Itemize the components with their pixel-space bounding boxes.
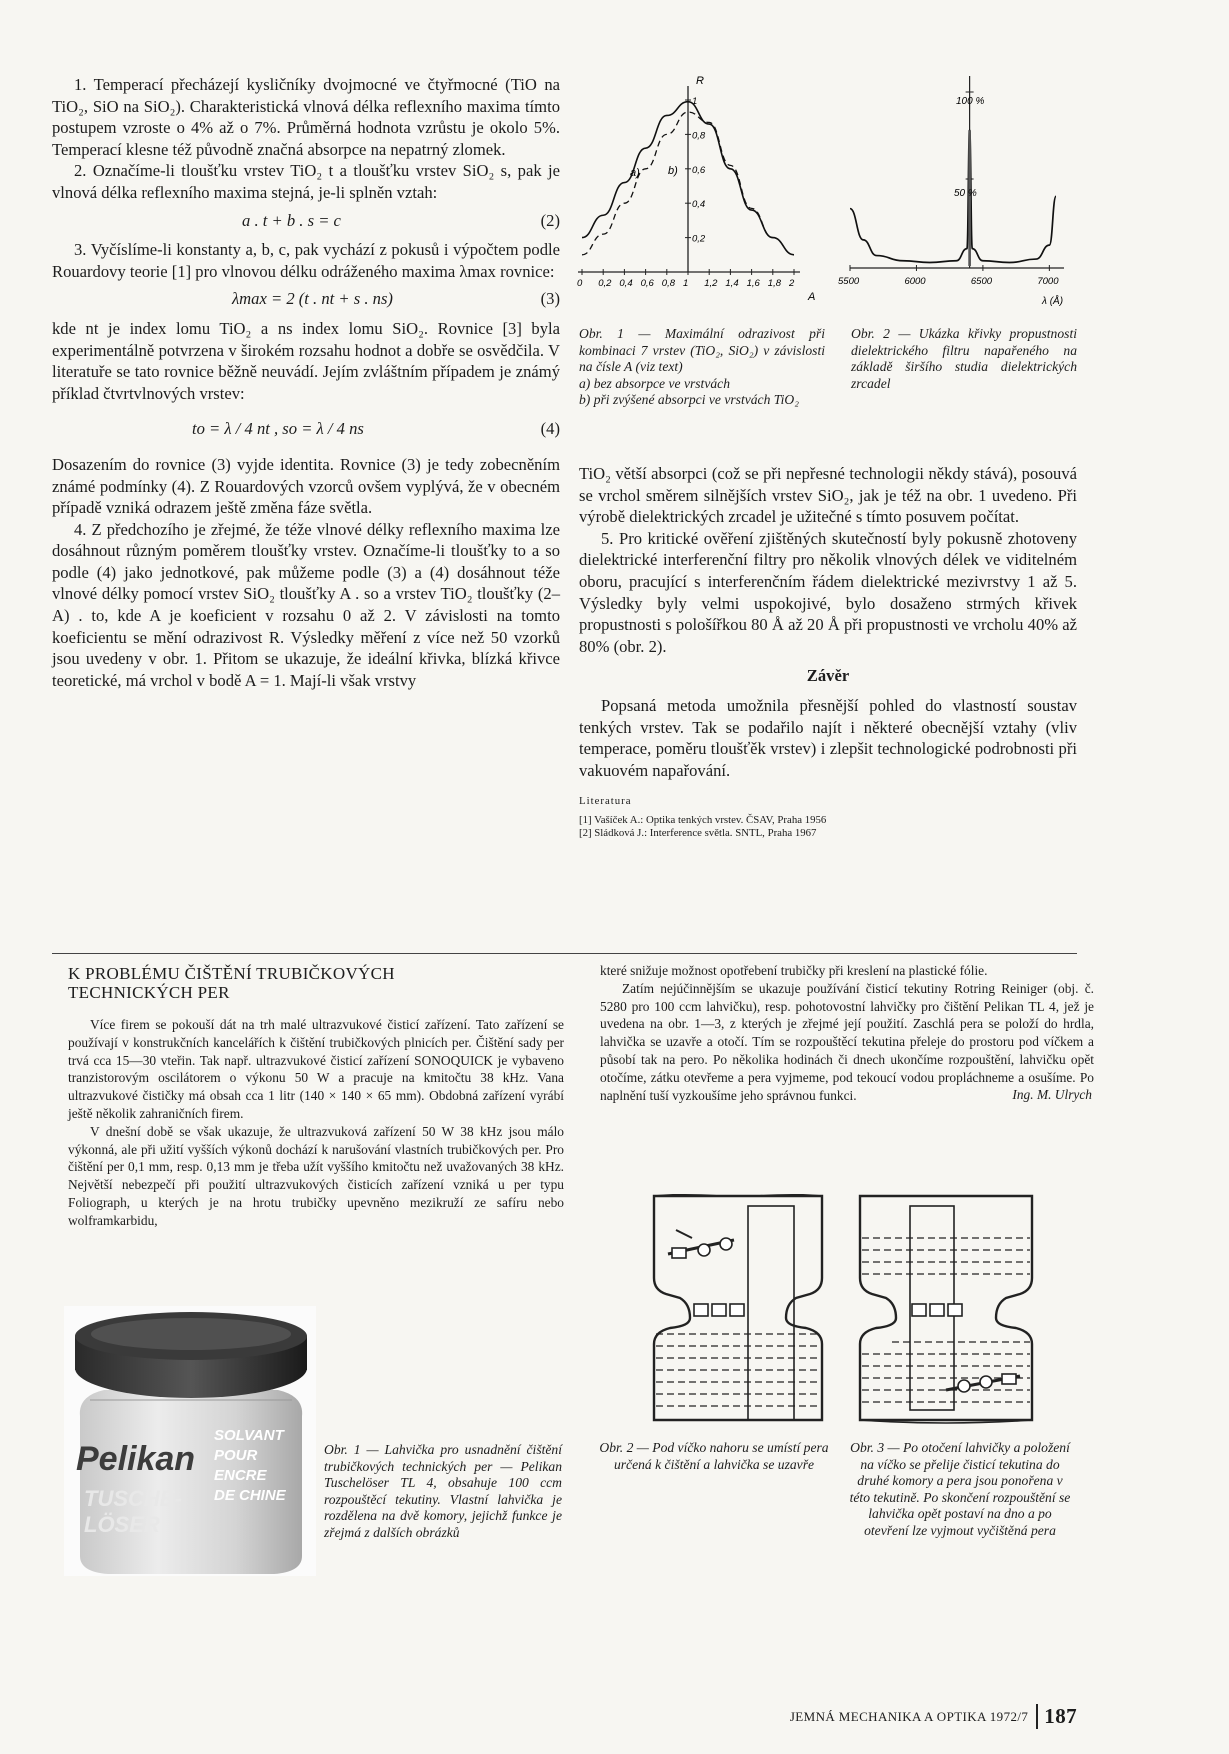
pens-submerged-icon	[946, 1374, 1020, 1392]
paragraph-konstanty: 3. Vyčíslíme-li konstanty a, b, c, pak vychází z pokusů i výpočtem podle Rouardovy teorie [1] pro vlnovou délku odráženého maxima λmax rovnice:	[52, 240, 560, 281]
fig2-x-tick-label: 6000	[904, 276, 926, 287]
literature-item-2: [2] Sládková J.: Interference světla. SNTL, Praha 1967	[579, 827, 817, 840]
fig2-caption: Obr. 2 — Ukázka křivky propustnosti dielektrického filtru napařeného na základě širšího studia dielektrických zrcadel	[851, 326, 1077, 391]
fig1-curve-b-label: b)	[668, 165, 678, 177]
fig1-x-tick-label: 1,4	[725, 278, 739, 289]
paragraph-temperace: 1. Temperací přecházejí kysličníky dvojmocné ve čtyřmocné (TiO na TiO₂, SiO na SiO₂). Charakteristická vlnová délka reflexního maxima tímto postupem vzroste o 4% až o 7%. Průměrná hodnota vzrůstu je okolo 5%. Temperací klesne též původně značná absorpce na nepatrný zlomek.	[52, 75, 560, 159]
paragraph-folie: které snižuje možnost opotřebení trubičky při kreslení na plastické fólie.	[600, 963, 988, 978]
diagram-bottle-inverted	[852, 1194, 1040, 1426]
fig2-x-tick-label: 7000	[1037, 276, 1059, 287]
literature-item-1: [1] Vašíček A.: Optika tenkých vrstev. ČSAV, Praha 1956	[579, 814, 827, 827]
equation-4-number: (4)	[540, 419, 560, 439]
article2-title-line1: K PROBLÉMU ČIŠTĚNÍ TRUBIČKOVÝCH	[68, 964, 395, 983]
fig2-x-tick-label: 6500	[970, 276, 993, 287]
fig2-x-tick-label: 5500	[838, 276, 860, 287]
fig2-label-50: 50 %	[954, 188, 977, 199]
page-number: 187	[1036, 1704, 1077, 1729]
article2-title	[68, 964, 564, 1002]
fig1-x-tick-label: 0,8	[661, 278, 676, 289]
paragraph-tloustka: 2. Označíme-li tloušťku vrstev TiO₂ t a tloušťku vrstev SiO₂ s, pak je vlnová délka reflexního maxima stejná, je-li splněn vztah:	[52, 161, 560, 202]
fig2-marks	[850, 130, 1056, 266]
fig1-caption	[579, 326, 825, 409]
equation-3-body: λmax = 2 (t . nt + s . ns)	[232, 289, 393, 309]
diagram2-caption: Obr. 2 — Pod víčko nahoru se umístí pera určená k čištění a lahvička se uzavře	[599, 1440, 829, 1472]
fig1-caption-main: Obr. 1 — Maximální odrazivost při kombinaci 7 vrstev (TiO₂, SiO₂) v závislosti na čísle A (viz text)	[579, 326, 825, 374]
equation-4	[52, 418, 560, 440]
fig2-label-100: 100 %	[956, 96, 985, 107]
equation-3-number: (3)	[540, 289, 560, 309]
fig1-caption-a: a) bez absorpce ve vrstvách	[579, 375, 730, 391]
paragraph-pelikan: Zatím nejúčinnějším se ukazuje používání čisticí tekutiny Rotring Reiniger (obj. č. 5280 pro 100 ccm lahvičku), resp. pohotovostní lahvičky pro čištění Pelikan TL 4, jež je uvedena na obr. 1—3, z kterých je zřejmé její použití. Zaschlá pera se položí do hrdla, lahvička se uzavře a otočí. Tím se rozpouštěcí tekutina přeleje do prostoru pod víčkem a působí tak na pero. Po několika hodinách či dnech ukončíme rozpouštění, lahvičku opět otočíme, zátku otevřeme a pera vyjmeme, pod tekoucí vodou propláchneme a osušíme. Po naplnění tuší vyzkoušíme jeho správnou funkci.	[600, 980, 1094, 1103]
fig1-x-tick-label: 1,8	[767, 278, 782, 289]
paragraph-index-lomu: kde nt je index lomu TiO₂ a ns index lomu SiO₂. Rovnice [3] byla experimentálně potvrzena v širokém rozsahu hodnot a dobře se osvědčila. V literatuře se tato rovnice běžně neuvádí. Jejím zvláštním případem je známý příklad čtvrtvlnových vrstev:	[52, 318, 560, 403]
bottle-text-line3: SOLVANT	[214, 1427, 284, 1444]
fig1-x-tick-label: 2	[789, 278, 795, 289]
paragraph-absorpce: TiO₂ větší absorpci (což se při nepřesné technologii někdy stává), posouvá se vrchol směrem silnějších vrstev SiO₂, jak je též na obr. 1 uvedeno. Při výrobě dielektrických zrcadel je užitečné s tímto posuvem počítat.	[579, 464, 1077, 527]
bottle-brand: Pelikan	[76, 1440, 196, 1478]
equation-2-number: (2)	[540, 210, 560, 230]
fig2-x-unit: λ (Å)	[1042, 296, 1064, 307]
equation-2-body: a . t + b . s = c	[242, 210, 341, 230]
author: Ing. M. Ulrych	[1012, 1087, 1092, 1103]
fig1-caption-b: b) při zvýšené absorpci ve vrstvách TiO₂	[579, 392, 799, 407]
top-left-column	[52, 74, 560, 691]
fig1-x-tick-label: 0,2	[598, 278, 612, 289]
figure-1-reflectivity-chart	[572, 72, 822, 308]
equation-3	[52, 288, 560, 310]
diagram-bottle-upright	[646, 1194, 830, 1426]
paragraph-overeni: 5. Pro kritické ověření zjištěných skutečností byly pokusně zhotoveny dielektrické interferenční filtry pro několik vlnových délek ve viditelném oboru, pracující s interferenčním řádem dielektrické mezivrstvy 1 až 5. Výsledky byly velmi uspokojivé, bylo dosaženo strmých křivek propustnosti s pološířkou 80 Å až 20 Å při propustnosti ve vrcholu 40% až 80% (obr. 2).	[579, 528, 1077, 656]
journal-name: JEMNÁ MECHANIKA A OPTIKA 1972/7	[789, 1708, 1029, 1724]
bottle-text-line4: POUR	[214, 1447, 258, 1464]
paragraph-vykon: V dnešní době se však ukazuje, že ultrazvuková zařízení 50 W 38 kHz jsou málo výkonná, ale při užití vyšších výkonů dochází k narušování vlastních trubičkových per. Pro čištění per 0,1 mm, resp. 0,13 mm je třeba užít vyššího kmitočtu než uvažovaných 38 kHz. Největší nebezpečí při použití ultrazvukových čisticích zařízení vzniká u per typu Foliograph, u kterých je na hrotu trubičky upevněno mezikruží ze safíru nebo wolframkarbidu,	[68, 1123, 564, 1228]
bottle-text-line2: LÖSER	[84, 1512, 160, 1537]
literature-heading: Literatura	[579, 795, 632, 808]
paragraph-pomer: 4. Z předchozího je zřejmé, že téže vlnové délky reflexního maxima lze dosáhnout různým poměrem tloušťky vrstev. Označíme-li tloušťky to a so podle (4) jako jednotkové, pak můžeme podle (3) a (4) dosáhnout téže vlnové délky pomocí vrstev SiO₂ tloušťky A . so a vrstev TiO₂ tloušťky (2–A) . to, kde A je koeficient v rozsahu 0 až 2. V závislosti na tomto koeficientu se mění odrazivost R. Výsledky měření z více než 50 vzorků jsou uvedeny v obr. 1. Přitom se ukazuje, že ideální křivka, blízká křivce teoretické, má vrchol v bodě A = 1. Mají-li však vrstvy	[52, 519, 560, 690]
bottle-text-line1: TUSCHE-	[84, 1486, 182, 1511]
paragraph-ultrazvuk: Více firem se pokouší dát na trh malé ultrazvukové čisticí zařízení. Tato zařízení se používají v konstrukčních kancelářích k čištění trubičkových plnicích per. Čištění sady per trvá cca 15—30 vteřin. Tak např. ultrazvukové čisticí zařízení SONOQUICK je vybaveno tranzistorovým oscilátorem o výkonu 50 W a pracuje na kmitočtu 38 kHz. Vana ultrazvukové čističky má obsah cca 1 litr (140 × 140 × 65 mm). Obdobná zařízení vyrábí ještě několik zahraničních firem.	[68, 1017, 564, 1121]
fig1-x-tick-label: 1	[683, 278, 689, 289]
figure-2-transmission-chart	[836, 72, 1086, 312]
paragraph-zaver: Popsaná metoda umožnila přesnější pohled do vlastností soustav tenkých vrstev. Tak se podařilo najít i některé obecnější vztahy (vliv temperace, poměru tloušťěk vrstev) i zlepšit technologické podrobnosti při vakuovém napařování.	[579, 695, 1077, 780]
fig1-x-tick-label: 0	[577, 278, 583, 289]
bottle-photo	[64, 1306, 316, 1576]
bottle-caption: Obr. 1 — Lahvička pro usnadnění čištění trubičkových technických per — Pelikan Tuschelöser TL 4, obsahuje 100 ccm rozpouštěcí tekutiny. Vlastní lahvička je rozdělena na dvě komory, jejichž funkce je zřejmá z dalších obrázků	[324, 1442, 562, 1540]
fig1-y-tick-label: 0,8	[692, 130, 706, 142]
pens-icon	[668, 1230, 734, 1258]
fig1-curve-a-label: a)	[630, 167, 640, 179]
fig1-y-tick-label: 0,6	[692, 164, 706, 176]
fig1-r-label: R	[696, 75, 704, 87]
fig1-y-tick-label: 0,2	[692, 233, 706, 245]
bottle-text-line5: ENCRE	[214, 1467, 267, 1484]
article2-title-line2: TECHNICKÝCH PER	[68, 983, 230, 1002]
bottle-text-line6: DE CHINE	[214, 1487, 286, 1504]
literature-block	[579, 795, 1077, 840]
fig1-x-tick-label: 0,4	[619, 278, 633, 289]
article2-left-column	[68, 964, 564, 1230]
fig1-x-tick-label: 1,6	[746, 278, 760, 289]
conclusion-heading: Závěr	[806, 666, 850, 686]
fig1-x-tick-label: 1,2	[704, 278, 718, 289]
paragraph-identita: Dosazením do rovnice (3) vyjde identita. Rovnice (3) je tedy zobecněním známé podmínky (4). Z Rouardových vzorců ovšem vyplývá, že v obecném případě vzniká odrazem ještě změna fáze světla.	[52, 454, 560, 518]
page-footer	[790, 1704, 1077, 1729]
article2-right-column	[600, 962, 1094, 1104]
fig1-y-tick-label: 0,4	[692, 199, 706, 211]
fig2-series	[850, 130, 1056, 262]
diagram3-caption: Obr. 3 — Po otočení lahvičky a položení na víčko se přelije čisticí tekutina do druhé komory a pera jsou ponořena v této tekutině. Po skončení rozpouštění se lahvička opět postaví na dno a po otevření lze vyjmout vyčištěná pera	[849, 1440, 1071, 1538]
fig2-axes	[838, 76, 1064, 287]
fig1-y-tick-label: 1	[692, 96, 698, 107]
article-divider	[52, 953, 1077, 954]
fig1-axes	[577, 86, 800, 289]
fig1-a-label: A	[808, 291, 816, 303]
equation-2	[52, 210, 560, 232]
fig1-x-tick-label: 0,6	[640, 278, 654, 289]
equation-4-body: to = λ / 4 nt , so = λ / 4 ns	[192, 419, 364, 439]
top-right-column	[579, 463, 1077, 840]
